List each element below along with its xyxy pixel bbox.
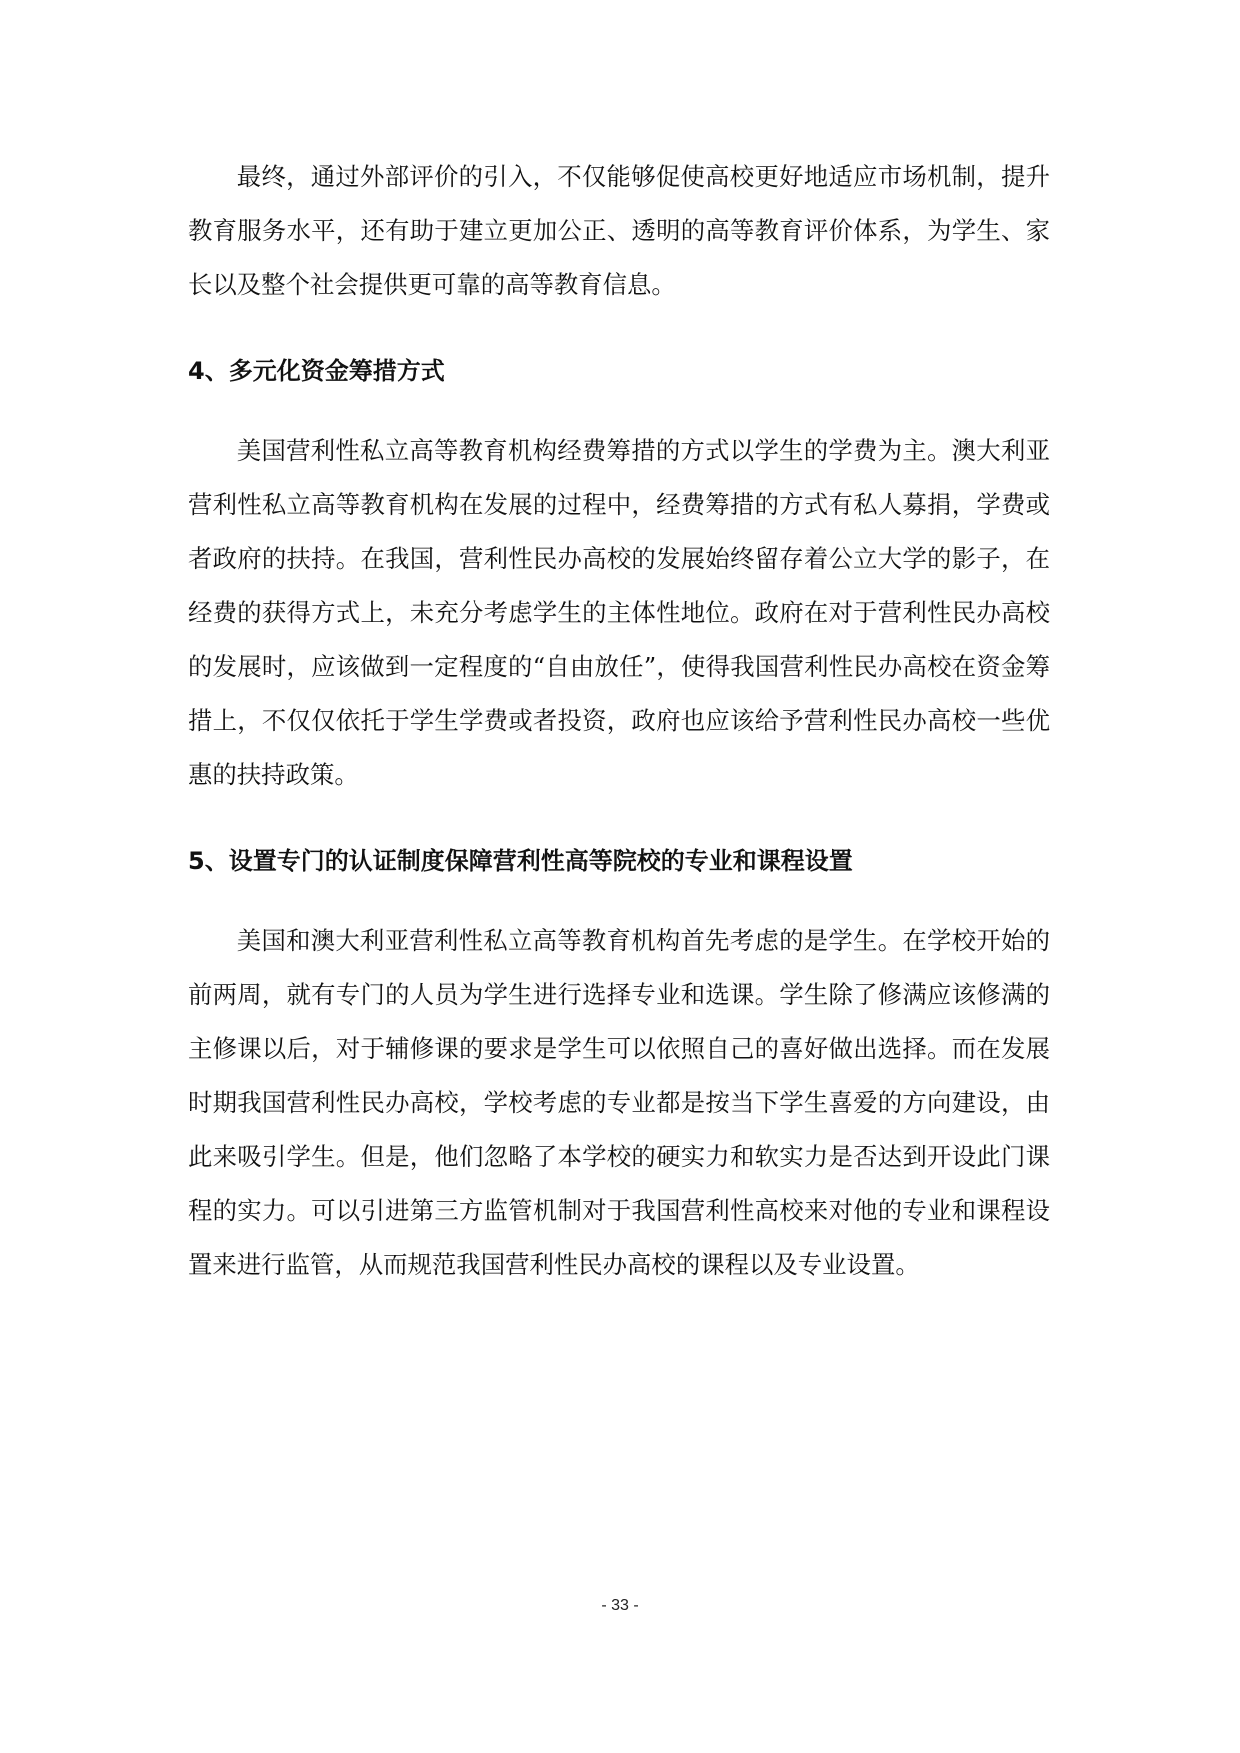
spacer	[188, 312, 1050, 344]
section-heading-4: 4、多元化资金筹措方式	[188, 357, 445, 385]
spacer	[188, 398, 1050, 424]
paragraph-external-evaluation: 最终，通过外部评价的引入，不仅能够促使高校更好地适应市场机制，提升教育服务水平，还有助于建立更加公正、透明的高等教育评价体系，为学生、家长以及整个社会提供更可靠的高等教育信息。	[188, 162, 1050, 299]
paragraph-accreditation: 美国和澳大利亚营利性私立高等教育机构首先考虑的是学生。在学校开始的前两周，就有专门的人员为学生进行选择专业和选课。学生除了修满应该修满的主修课以后，对于辅修课的要求是学生可以依照自己的喜好做出选择。而在发展时期我国营利性民办高校，学校考虑的专业都是按当下学生喜爱的方向建设，由此来吸引学生。但是，他们忽略了本学校的硬实力和软实力是否达到开设此门课程的实力。可以引进第三方监管机制对于我国营利性高校来对他的专业和课程设置来进行监管，从而规范我国营利性民办高校的课程以及专业设置。	[188, 926, 1050, 1279]
paragraph-funding: 美国营利性私立高等教育机构经费筹措的方式以学生的学费为主。澳大利亚营利性私立高等教育机构在发展的过程中，经费筹措的方式有私人募捐，学费或者政府的扶持。在我国，营利性民办高校的发展始终留存着公立大学的影子，在经费的获得方式上，未充分考虑学生的主体性地位。政府在对于营利性民办高校的发展时，应该做到一定程度的“自由放任”，使得我国营利性民办高校在资金筹措上，不仅仅依托于学生学费或者投资，政府也应该给予营利性民办高校一些优惠的扶持政策。	[188, 436, 1050, 789]
spacer	[188, 802, 1050, 834]
spacer	[188, 888, 1050, 914]
section-heading-5: 5、设置专门的认证制度保障营利性高等院校的专业和课程设置	[188, 847, 853, 875]
page-number: - 33 -	[601, 1597, 639, 1614]
page-content	[188, 150, 1050, 1292]
